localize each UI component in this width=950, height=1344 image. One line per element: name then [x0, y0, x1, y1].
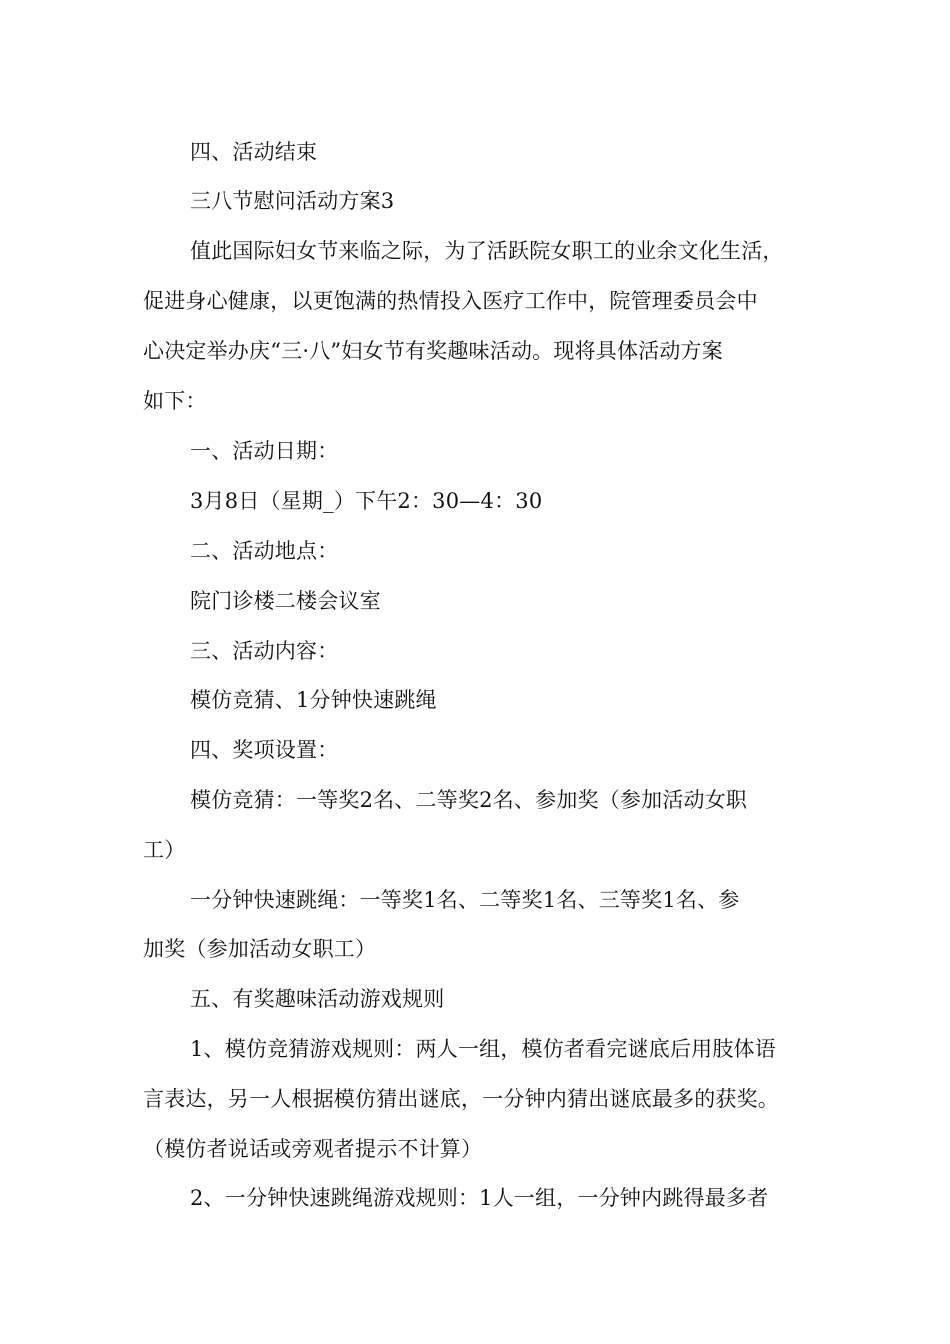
rule-paragraph-line: 言表达，另一人根据模仿猜出谜底，一分钟内猜出谜底最多的获奖。 — [143, 1087, 779, 1111]
section-heading-rules: 五、有奖趣味活动游戏规则 — [190, 987, 445, 1011]
award-paragraph-line: 加奖（参加活动女职工） — [143, 937, 377, 961]
award-paragraph-line: 一分钟快速跳绳：一等奖1名、二等奖1名、三等奖1名、参 — [190, 888, 740, 912]
activity-date: 3月8日（星期_）下午2：30—4：30 — [190, 489, 543, 513]
intro-paragraph-line: 促进身心健康，以更饱满的热情投入医疗工作中，院管理委员会中 — [143, 289, 758, 313]
rule-paragraph-line: 2、一分钟快速跳绳游戏规则：1人一组，一分钟内跳得最多者 — [190, 1186, 769, 1210]
rule-paragraph-line: 1、模仿竞猜游戏规则：两人一组，模仿者看完谜底后用肢体语 — [190, 1037, 776, 1061]
activity-content: 模仿竞猜、1分钟快速跳绳 — [190, 688, 437, 712]
intro-paragraph-line: 心决定举办庆“三·八”妇女节有奖趣味活动。现将具体活动方案 — [143, 339, 723, 363]
section-heading-awards: 四、奖项设置： — [190, 738, 339, 762]
intro-paragraph-line: 值此国际妇女节来临之际，为了活跃院女职工的业余文化生活， — [190, 239, 784, 263]
activity-location: 院门诊楼二楼会议室 — [190, 589, 381, 613]
award-paragraph-line: 模仿竞猜：一等奖2名、二等奖2名、参加奖（参加活动女职 — [190, 788, 748, 812]
rule-paragraph-line: （模仿者说话或旁观者提示不计算） — [143, 1137, 483, 1161]
intro-paragraph-line: 如下： — [143, 389, 207, 413]
plan-title: 三八节慰问活动方案3 — [190, 189, 395, 213]
section-heading-content: 三、活动内容： — [190, 639, 339, 663]
section-heading-activity-end: 四、活动结束 — [190, 140, 318, 164]
section-heading-date: 一、活动日期： — [190, 439, 339, 463]
section-heading-location: 二、活动地点： — [190, 539, 339, 563]
award-paragraph-line: 工） — [143, 838, 186, 862]
